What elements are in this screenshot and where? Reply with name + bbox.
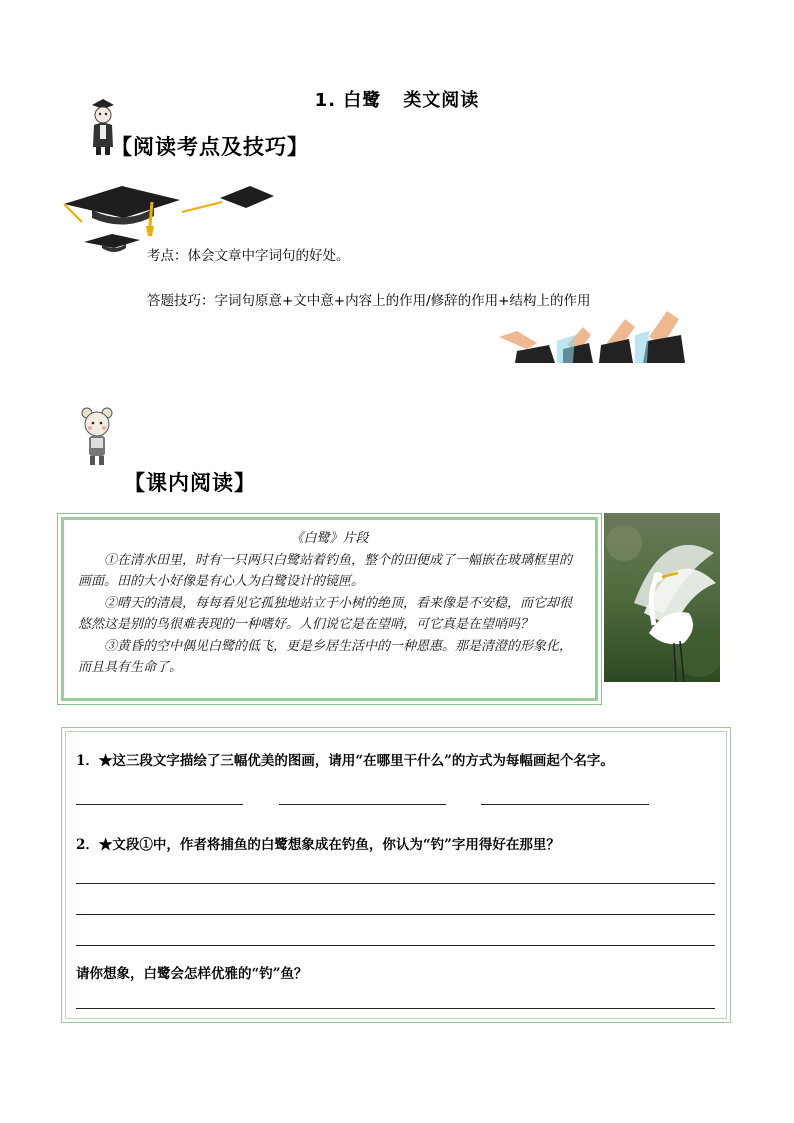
section-heading-kaodian: 【阅读考点及技巧】 bbox=[111, 135, 309, 159]
question-3: 请你想象，白鹭会怎样优雅的“钓”鱼？ bbox=[76, 966, 308, 982]
raised-hands-icon bbox=[497, 305, 697, 363]
egret-photo bbox=[604, 513, 720, 682]
kaodian-text: 考点：体会文章中字词句的好处。 bbox=[147, 248, 350, 264]
section-heading-kenei: 【课内阅读】 bbox=[124, 471, 256, 495]
passage-inner bbox=[61, 517, 598, 701]
passage-title: 《白鹭》片段 bbox=[290, 531, 369, 546]
answer-line-2a[interactable] bbox=[76, 883, 715, 884]
answer-line-3a[interactable] bbox=[76, 1008, 715, 1009]
passage-box bbox=[57, 513, 602, 705]
question-1: 1．★这三段文字描绘了三幅优美的图画，请用“在哪里干什么”的方式为每幅画起个名字。 bbox=[76, 753, 614, 769]
page-title bbox=[0, 86, 794, 112]
passage-paragraph-2: ②晴天的清晨，每每看见它孤独地站立于小树的绝顶，看来像是不安稳，而它却很悠然这是别的鸟很难表现的一种嗜好。人们说它是在望哨，可它真是在望哨吗？ bbox=[78, 595, 573, 632]
answer-line-1a[interactable] bbox=[76, 804, 243, 805]
title-sub: 类文阅读 bbox=[403, 90, 480, 111]
question-2: 2．★文段①中，作者将捕鱼的白鹭想象成在钓鱼，你认为“钓”字用得好在那里？ bbox=[76, 837, 560, 853]
passage-paragraph-1: ①在清水田里，时有一只两只白鹭站着钓鱼，整个的田便成了一幅嵌在玻璃框里的画面。田的大小好像是有心人为白鹭设计的镜匣。 bbox=[78, 552, 573, 589]
bear-cartoon-icon bbox=[80, 407, 114, 467]
answer-line-2b[interactable] bbox=[76, 914, 715, 915]
answer-line-1c[interactable] bbox=[481, 804, 649, 805]
answer-line-2c[interactable] bbox=[76, 945, 715, 946]
jiqiao-text: 答题技巧：字词句原意+文中意+内容上的作用/修辞的作用+结构上的作用 bbox=[147, 293, 591, 309]
passage-paragraph-3: ③黄昏的空中偶见白鹭的低飞，更是乡居生活中的一种恩惠。那是清澄的形象化，而且具有生命了。 bbox=[78, 638, 573, 675]
answer-line-1b[interactable] bbox=[279, 804, 446, 805]
title-number: 1. 白鹭 bbox=[314, 90, 382, 111]
